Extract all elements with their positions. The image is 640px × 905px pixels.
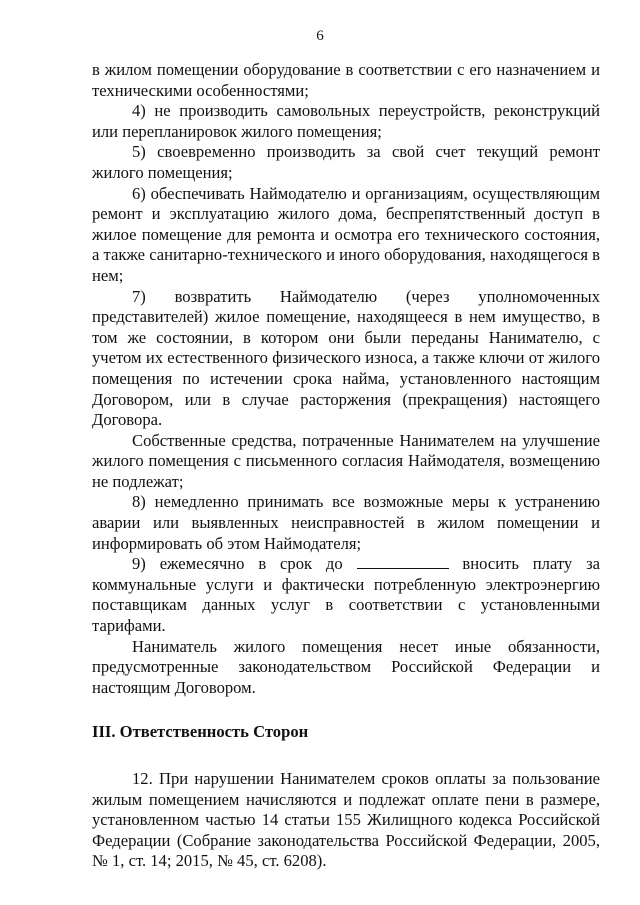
paragraph-item-7: 7) возвратить Наймодателю (через уполномоченных представителей) жилое помещение, находящееся в нем имущество, в том же состоянии, в котором они были переданы Нанимателю, с учетом их естественного физического износа, а также ключи от жилого помещения по истечении срока найма, установленного настоящим Договором, или в случае расторжения (прекращения) настоящего Договора. xyxy=(92,286,600,430)
item-9-text-end: вносить плату за коммунальные услуги и фактически потребленную электроэнергию поставщикам данных услуг в соответствии с установленными тарифами. xyxy=(92,554,600,636)
paragraph-other-obligations: Наниматель жилого помещения несет иные обязанности, предусмотренные законодательством Российской Федерации и настоящим Договором. xyxy=(92,636,600,697)
item-9-text-start: 9) ежемесячно в срок до xyxy=(132,554,343,574)
paragraph-item-12: 12. При нарушении Нанимателем сроков оплаты за пользование жилым помещением начисляются и подлежат оплате пени в размере, установленном частью 14 статьи 155 Жилищного кодекса Российской Федерации (Собрание законодательства Российской Федерации, 2005, № 1, ст. 14; 2015, № 45, ст. 6208). xyxy=(92,769,600,871)
paragraph-item-6: 6) обеспечивать Наймодателю и организациям, осуществляющим ремонт и эксплуатацию жилого дома, беспрепятственный доступ в жилое помещение для ремонта и осмотра его технического состояния, а также санитарно-технического и иного оборудования, находящегося в нем; xyxy=(92,183,600,285)
date-blank-line xyxy=(357,555,449,569)
section-heading: III. Ответственность Сторон xyxy=(92,722,309,742)
paragraph-item-8: 8) немедленно принимать все возможные меры к устранению аварии или выявленных неисправностей в жилом помещении и информировать об этом Наймодателя; xyxy=(92,492,600,553)
paragraph-own-funds: Собственные средства, потраченные Нанимателем на улучшение жилого помещения с письменного согласия Наймодателя, возмещению не подлежат; xyxy=(92,430,600,491)
paragraph-item-5: 5) своевременно производить за свой счет текущий ремонт жилого помещения; xyxy=(92,142,600,182)
document-body xyxy=(92,60,600,872)
paragraph-continuation: в жилом помещении оборудование в соответствии с его назначением и техническими особенностями; xyxy=(92,60,600,100)
paragraph-item-9 xyxy=(92,554,600,636)
paragraph-item-4: 4) не производить самовольных переустройств, реконструкций или перепланировок жилого помещения; xyxy=(92,101,600,141)
page-number: 6 xyxy=(316,28,324,44)
